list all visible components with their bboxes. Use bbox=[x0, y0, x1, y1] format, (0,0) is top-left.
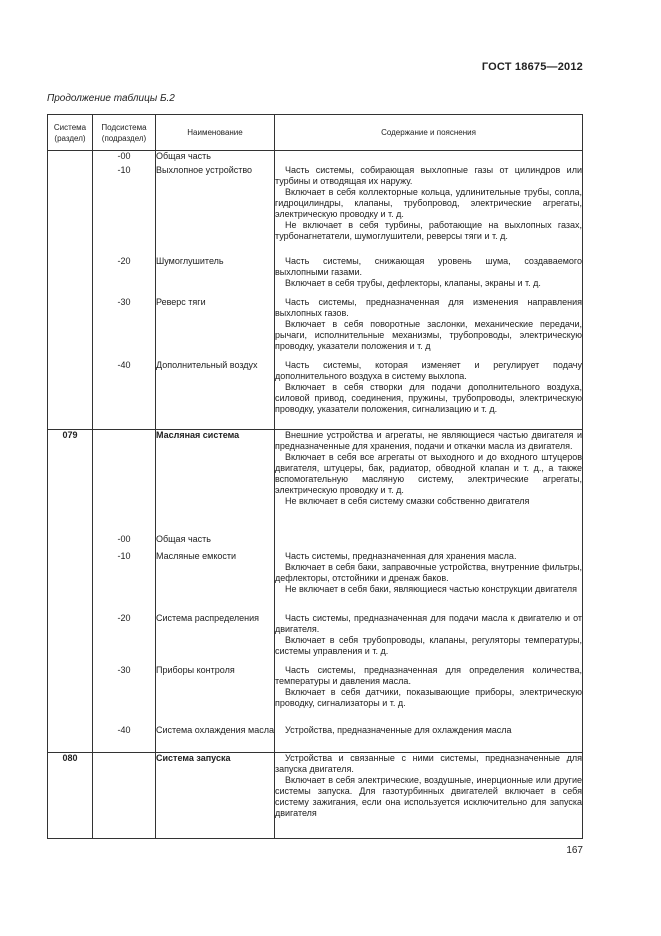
system-code bbox=[48, 613, 93, 665]
table-row bbox=[48, 165, 583, 256]
item-description bbox=[275, 551, 583, 613]
item-name: Приборы контроля bbox=[156, 665, 275, 725]
system-code bbox=[48, 297, 93, 360]
description-paragraph: Часть системы, предназначенная для подачи масла к двигателю и от двигателя. bbox=[275, 612, 582, 634]
table-row bbox=[48, 725, 583, 753]
description-paragraph: Включает в себя баки, заправочные устройства, внутренние фильтры, дефлекторы, отстойники и дренаж баков. bbox=[275, 561, 582, 583]
col-header-system: Система (раздел) bbox=[48, 115, 93, 151]
item-name: Реверс тяги bbox=[156, 297, 275, 360]
table-row bbox=[48, 151, 583, 165]
table-row bbox=[48, 753, 583, 839]
system-code bbox=[48, 665, 93, 725]
item-name: Общая часть bbox=[156, 151, 275, 165]
item-name: Система охлаждения масла bbox=[156, 725, 275, 753]
system-code: 080 bbox=[48, 753, 93, 839]
description-paragraph: Включает в себя датчики, показывающие приборы, электрическую проводку, сигнализаторы и т. д. bbox=[275, 686, 582, 708]
table-row bbox=[48, 551, 583, 613]
table-row bbox=[48, 430, 583, 534]
system-code bbox=[48, 256, 93, 297]
subsystem-code: -40 bbox=[93, 725, 156, 753]
standard-header: ГОСТ 18675—2012 bbox=[481, 61, 583, 73]
subsystem-code bbox=[93, 430, 156, 534]
table-row bbox=[48, 297, 583, 360]
table-row bbox=[48, 534, 583, 551]
subsystem-code: -00 bbox=[93, 151, 156, 165]
item-name: Общая часть bbox=[156, 534, 275, 551]
item-description bbox=[275, 753, 583, 839]
item-name: Система распределения bbox=[156, 613, 275, 665]
item-description bbox=[275, 151, 583, 165]
item-description bbox=[275, 360, 583, 430]
item-description bbox=[275, 297, 583, 360]
description-paragraph: Включает в себя электрические, воздушные, инерционные или другие системы запуска. Для газотурбинных двигателей включает в себя систему зажигания, если она используется исключительно для запуска двигателя bbox=[275, 775, 582, 818]
item-name: Дополнительный воздух bbox=[156, 360, 275, 430]
subsystem-code: -00 bbox=[93, 534, 156, 551]
system-code bbox=[48, 534, 93, 551]
system-code: 079 bbox=[48, 430, 93, 534]
system-code bbox=[48, 551, 93, 613]
description-paragraph: Включает в себя трубопроводы, клапаны, регуляторы температуры, системы управления и т. д. bbox=[275, 634, 582, 656]
description-paragraph: Часть системы, предназначенная для изменения направления выхлопных газов. bbox=[275, 296, 582, 318]
item-name: Масляная система bbox=[156, 430, 275, 534]
table-row bbox=[48, 256, 583, 297]
description-paragraph: Включает в себя створки для подачи дополнительного воздуха, силовой привод, соединения, пружины, трубопроводы, электрическую проводку, указатели положения, сигнализацию и т. д. bbox=[275, 381, 582, 414]
item-description bbox=[275, 534, 583, 551]
description-paragraph: Часть системы, предназначенная для хранения масла. bbox=[285, 550, 517, 561]
description-paragraph: Часть системы, собирающая выхлопные газы от цилиндров или турбины и отводящая их наружу. bbox=[275, 164, 582, 186]
table-row bbox=[48, 665, 583, 725]
item-description bbox=[275, 256, 583, 297]
item-name: Шумоглушитель bbox=[156, 256, 275, 297]
classification-table bbox=[47, 114, 583, 839]
description-paragraph: Включает в себя трубы, дефлекторы, клапаны, экраны и т. д. bbox=[285, 277, 541, 288]
description-paragraph: Часть системы, предназначенная для определения количества, температуры и давления масла. bbox=[275, 664, 582, 686]
col-header-description: Содержание и пояснения bbox=[275, 115, 583, 151]
subsystem-code: -10 bbox=[93, 165, 156, 256]
description-paragraph: Устройства, предназначенные для охлаждения масла bbox=[285, 724, 512, 735]
table-body bbox=[48, 151, 583, 839]
item-description bbox=[275, 665, 583, 725]
table-caption: Продолжение таблицы Б.2 bbox=[47, 93, 175, 104]
table-header-row bbox=[48, 115, 583, 151]
description-paragraph: Не включает в себя турбины, работающие на выхлопных газах, турбонагнетатели, шумоглушители, реверсы тяги и т. д. bbox=[275, 219, 582, 241]
description-paragraph: Включает в себя поворотные заслонки, механические передачи, рычаги, исполнительные механизмы, трубопроводы, электрическую проводку, указатели положения и т. д bbox=[275, 318, 582, 351]
item-name: Система запуска bbox=[156, 753, 275, 839]
item-description bbox=[275, 725, 583, 753]
item-name: Масляные емкости bbox=[156, 551, 275, 613]
subsystem-code: -20 bbox=[93, 256, 156, 297]
subsystem-code: -20 bbox=[93, 613, 156, 665]
description-paragraph: Включает в себя коллекторные кольца, удлинительные трубы, сопла, гидроцилиндры, клапаны, трубопровод, электрические агрегаты, электрическую проводку и т. д. bbox=[275, 186, 582, 219]
description-paragraph: Внешние устройства и агрегаты, не являющиеся частью двигателя и предназначенные для хранения, подачи и откачки масла из двигателя. bbox=[275, 430, 582, 451]
col-header-name: Наименование bbox=[156, 115, 275, 151]
subsystem-code bbox=[93, 753, 156, 839]
description-paragraph: Часть системы, снижающая уровень шума, создаваемого выхлопными газами. bbox=[275, 255, 582, 277]
page-number: 167 bbox=[566, 845, 583, 856]
table-row bbox=[48, 613, 583, 665]
description-paragraph: Включает в себя все агрегаты от выходного и до входного штуцеров двигателя, штуцеры, бак, радиатор, обводной клапан и т. д., а также вспомогательную масляную систему, электрические агрегаты, электрическую проводку и т. д. bbox=[275, 452, 582, 495]
subsystem-code: -40 bbox=[93, 360, 156, 430]
description-paragraph: Часть системы, которая изменяет и регулирует подачу дополнительного воздуха в систему выхлопа. bbox=[275, 359, 582, 381]
item-description bbox=[275, 165, 583, 256]
subsystem-code: -30 bbox=[93, 297, 156, 360]
system-code bbox=[48, 725, 93, 753]
item-name: Выхлопное устройство bbox=[156, 165, 275, 256]
description-paragraph: Не включает в себя систему смазки собственно двигателя bbox=[285, 496, 530, 506]
subsystem-code: -30 bbox=[93, 665, 156, 725]
item-description bbox=[275, 430, 583, 534]
system-code bbox=[48, 165, 93, 256]
item-description bbox=[275, 613, 583, 665]
system-code bbox=[48, 360, 93, 430]
subsystem-code: -10 bbox=[93, 551, 156, 613]
table-row bbox=[48, 360, 583, 430]
description-paragraph: Не включает в себя баки, являющиеся частью конструкции двигателя bbox=[285, 583, 577, 594]
system-code bbox=[48, 151, 93, 165]
description-paragraph: Устройства и связанные с ними системы, предназначенные для запуска двигателя. bbox=[275, 753, 582, 774]
col-header-subsystem: Подсистема (подраздел) bbox=[93, 115, 156, 151]
